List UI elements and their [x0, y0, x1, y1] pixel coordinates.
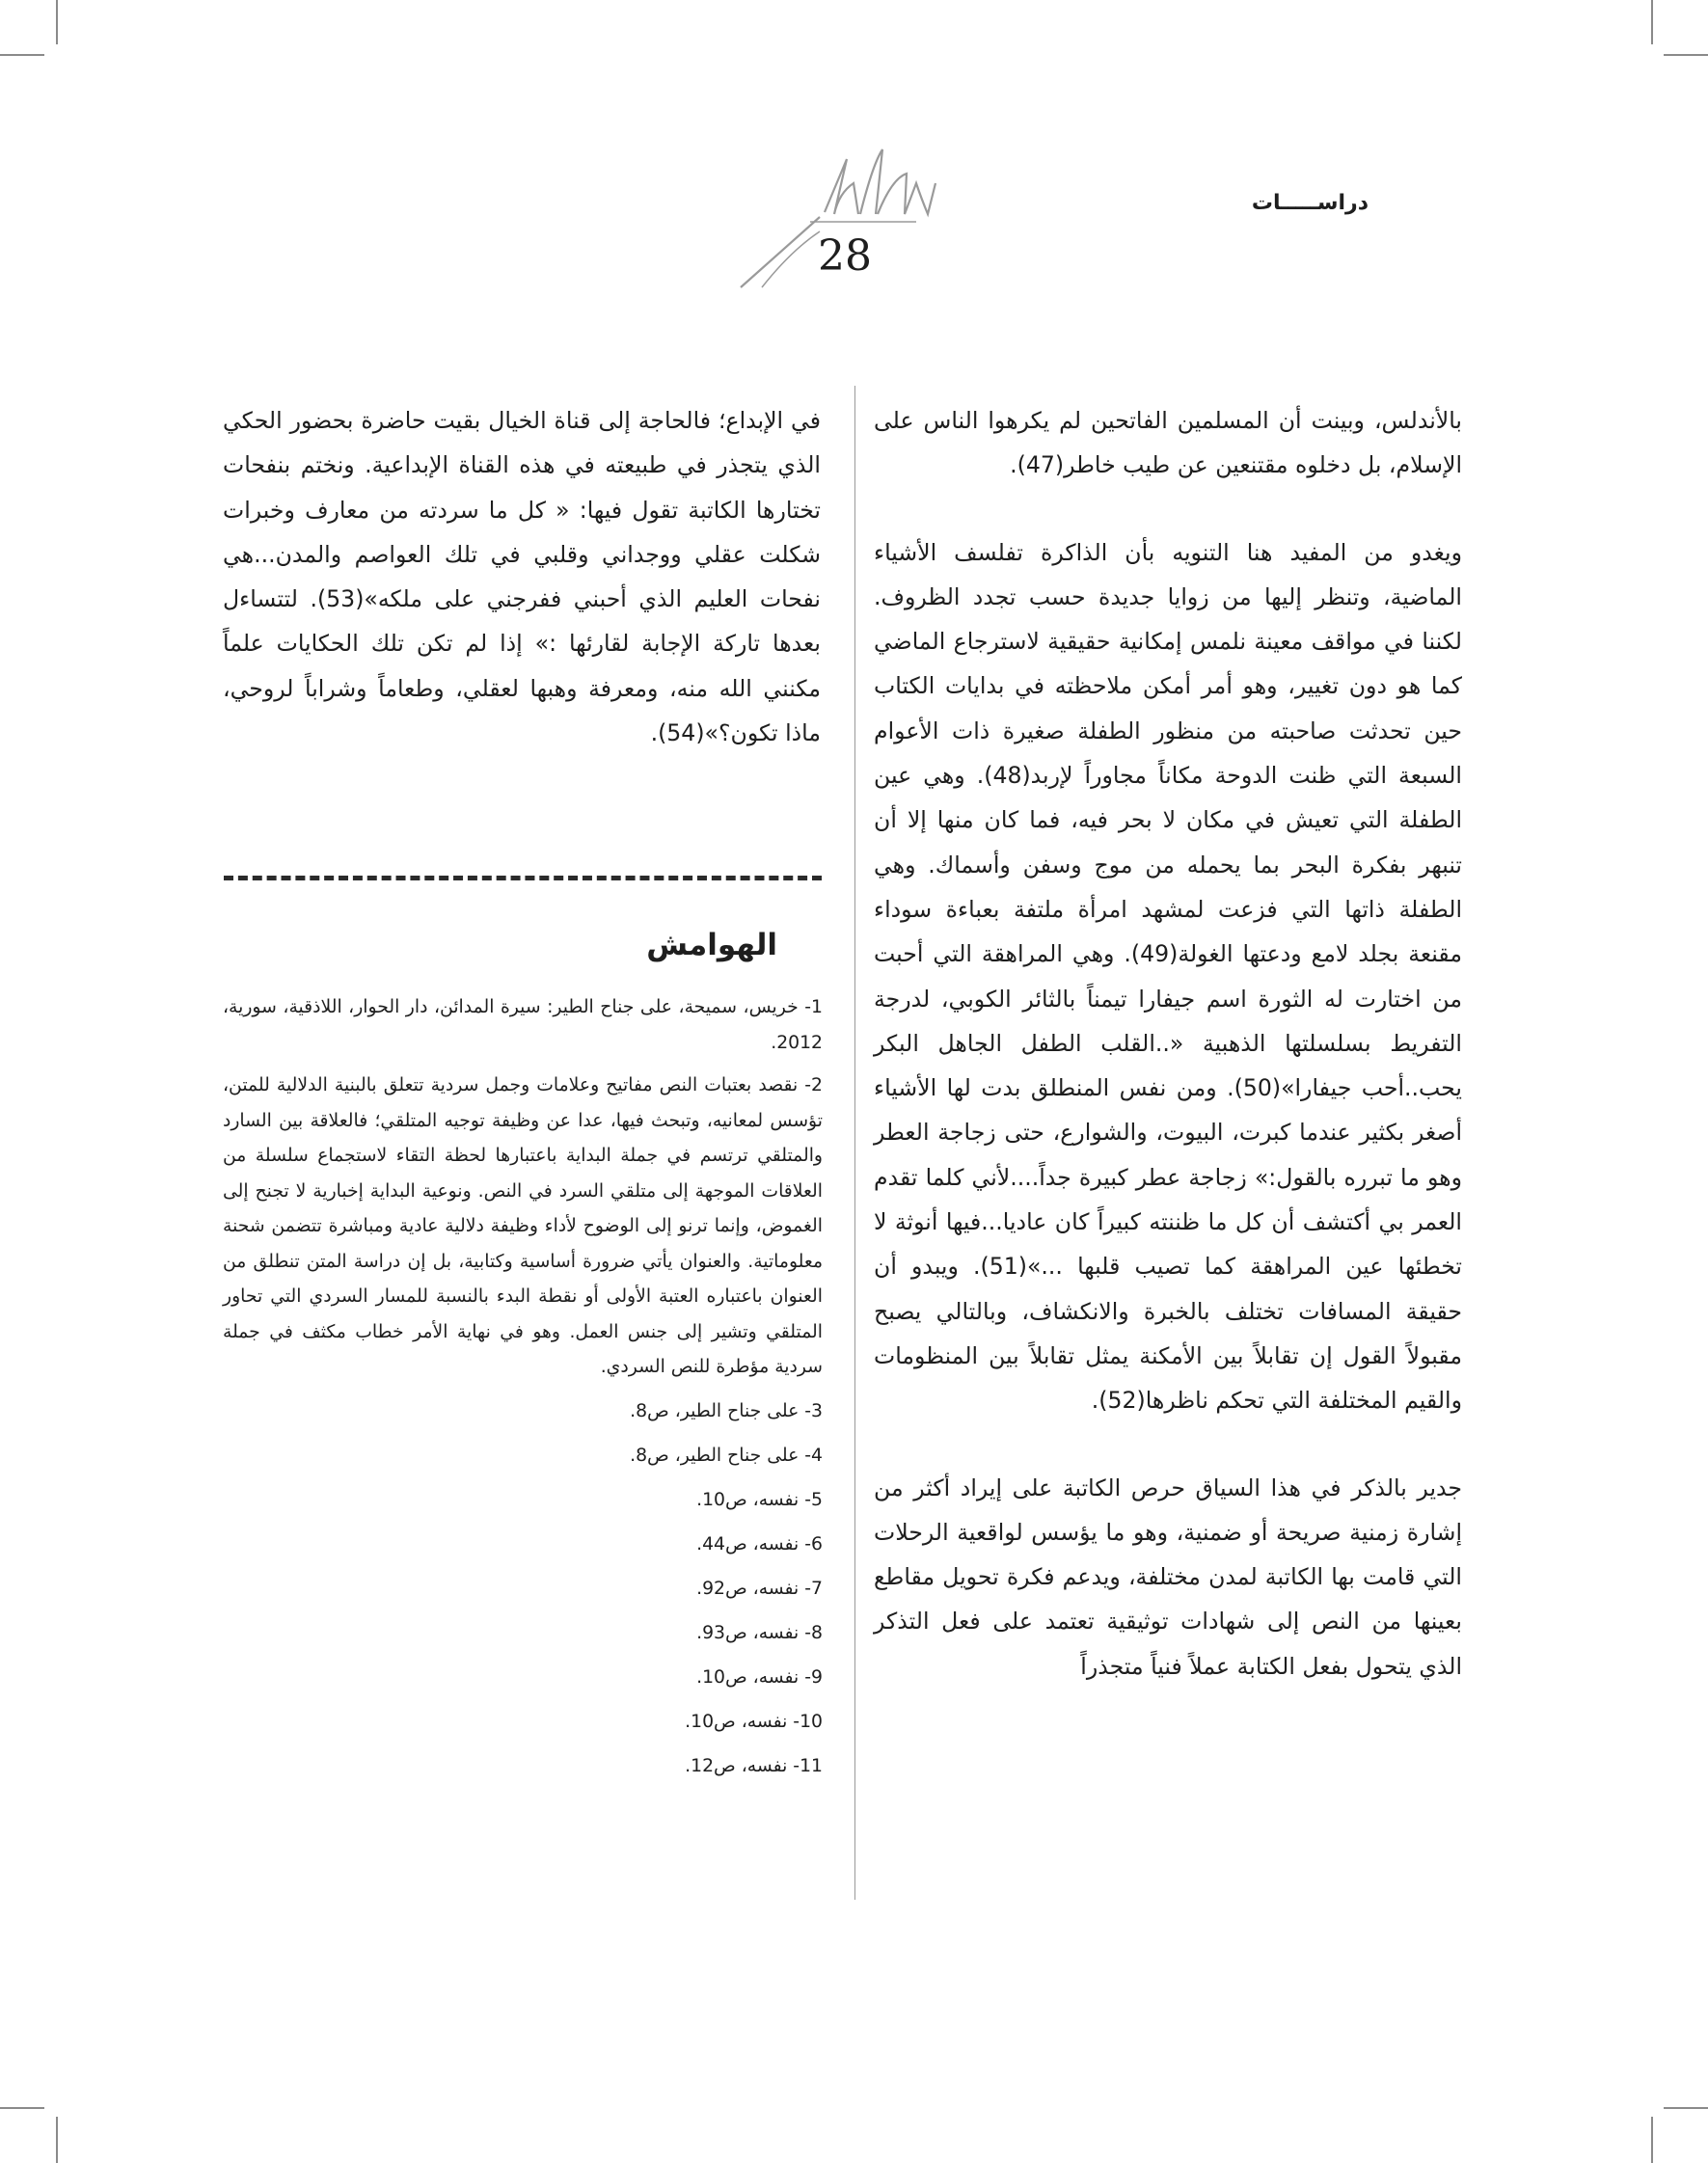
footnote-separator — [224, 876, 822, 880]
footnote: 11- نفسه، ص12. — [685, 1755, 823, 1776]
paragraph: جدير بالذكر في هذا السياق حرص الكاتبة على إيراد أكثر من إشارة زمنية صريحة أو ضمنية، وهو ما يؤسس لواقعية الرحلات التي قامت بها الكاتبة لمدن مختلفة، ويدعم فكرة تحويل مقاطع بعينها من النص إلى شهادات توثيقية تعتمد على فعل التذكر الذي يتحول بفعل الكتابة عملاً فنياً متجذراً — [874, 1474, 1462, 1680]
paragraph: في الإبداع؛ فالحاجة إلى قناة الخيال بقيت حاضرة بحضور الحكي الذي يتجذر في طبيعته في هذه القناة الإبداعية. ونختم بنفحات تختارها الكاتبة تقول فيها: « كل ما سردته من معارف وخبرات شكلت عقلي ووجداني وقلبي في تلك العواصم والمدن...هي نفحات العليم الذي أحبني ففرجني على ملكه»(53). لتتساءل بعدها تاركة الإجابة لقارئها :» إذا لم تكن تلك الحكايات علماً مكنني الله منه، ومعرفة وهبها لعقلي، وطعاماً وشراباً لروحي، ماذا تكون؟»(54). — [223, 407, 822, 747]
footnote: 1- خريس، سميحة، على جناح الطير: سيرة المدائن، دار الحوار، اللاذقية، سورية، 2012. — [223, 997, 823, 1053]
crop-mark — [56, 0, 58, 44]
crop-mark — [1651, 0, 1653, 44]
right-text-column — [874, 398, 1462, 1689]
crop-mark — [1651, 2117, 1653, 2163]
crop-mark — [1664, 2107, 1708, 2109]
page-number: 28 — [818, 231, 872, 281]
footnote: 4- على جناح الطير، ص8. — [630, 1445, 823, 1466]
paragraph: بالأندلس، وبينت أن المسلمين الفاتحين لم يكرهوا الناس على الإسلام، بل دخلوه مقتنعين عن طيب خاطر(47). — [874, 407, 1462, 479]
footnotes-list — [223, 990, 823, 1793]
footnote: 5- نفسه، ص10. — [696, 1489, 823, 1510]
footnote: 3- على جناح الطير، ص8. — [630, 1400, 823, 1421]
footnote: 9- نفسه، ص10. — [696, 1666, 823, 1688]
footnote: 2- نقصد بعتبات النص مفاتيح وعلامات وجمل سردية تتعلق بالبنية الدلالية للمتن، تؤسس لمعانيه، وتبحث فيها، عدا عن وظيفة توجيه المتلقي؛ فالعلاقة بين السارد والمتلقي ترتسم في جملة البداية باعتبارها لحظة التقاء لاستجماع سلسلة من العلاقات الموجهة إلى متلقي السرد في النص. ونوعية البداية إخبارية لا تجنح إلى الغموض، وإنما ترنو إلى الوضوح لأداء وظيفة دلالية عادية ومباشرة تتضمن شحنة معلوماتية. والعنوان يأتي ضرورة أساسية وكتابية، بل إن دراسة المتن تنطلق من العنوان باعتباره العتبة الأولى أو نقطة البدء بالنسبة للمسار السردي التي تحاور المتلقي وتشير إلى جنس العمل. وهو في نهاية الأمر خطاب مكثف في جملة سردية مؤطرة للنص السردي. — [223, 1075, 823, 1377]
column-divider — [854, 386, 855, 1900]
section-label: دراســـــات — [1251, 191, 1369, 215]
footnote: 6- نفسه، ص44. — [696, 1533, 823, 1555]
footnote: 7- نفسه، ص92. — [696, 1578, 823, 1599]
notes-title: الهوامش — [646, 928, 777, 962]
crop-mark — [1664, 54, 1708, 56]
crop-mark — [0, 2107, 44, 2109]
footnote: 8- نفسه، ص93. — [696, 1622, 823, 1643]
footnote: 10- نفسه، ص10. — [685, 1711, 823, 1732]
crop-mark — [0, 54, 44, 56]
crop-mark — [56, 2117, 58, 2163]
left-text-column — [223, 398, 821, 755]
paragraph: ويغدو من المفيد هنا التنويه بأن الذاكرة تفلسف الأشياء الماضية، وتنظر إليها من زوايا جديدة حسب تجدد الظروف. لكننا في مواقف معينة نلمس إمكانية حقيقية لاسترجاع الماضي كما هو دون تغيير، وهو أمر أمكن ملاحظته في بدايات الكتاب حين تحدثت صاحبته من منظور الطفلة صغيرة ذات الأعوام السبعة التي ظنت الدوحة مكاناً مجاوراً لإربد(48). وهي عين الطفلة التي تعيش في مكان لا بحر فيه، فما كان منها إلا أن تنبهر بفكرة البحر بما يحمله من موج وسفن وأسماك. وهي الطفلة ذاتها التي فزعت لمشهد امرأة ملتفة بعباءة سوداء مقنعة بجلد لامع ودعتها الغولة(49). وهي المراهقة التي أحبت من اختارت له الثورة اسم جيفارا تيمناً بالثائر الكوبي، لدرجة التفريط بسلسلتها الذهبية «..القلب الطفل الجاهل البكر يحب..أحب جيفارا»(50). ومن نفس المنطلق بدت لها الأشياء أصغر بكثير عندما كبرت، البيوت، والشوارع، حتى زجاجة العطر وهو ما تبرره بالقول:» زجاجة عطر كبيرة جداً....لأني كلما تقدم العمر بي أكتشف أن كل ما ظننته كبيراً كان عاديا...فيها أنوثة لا تخطئها عين المراهقة كما تصيب قلبها ...»(51). ويبدو أن حقيقة المسافات تختلف بالخبرة والانكشاف، وبالتالي يصبح مقبولاً القول إن تقابلاً بين الأمكنة يمثل تقابلاً بين المنظومات والقيم المختلفة التي تحكم ناظرها(52). — [874, 538, 1462, 1415]
